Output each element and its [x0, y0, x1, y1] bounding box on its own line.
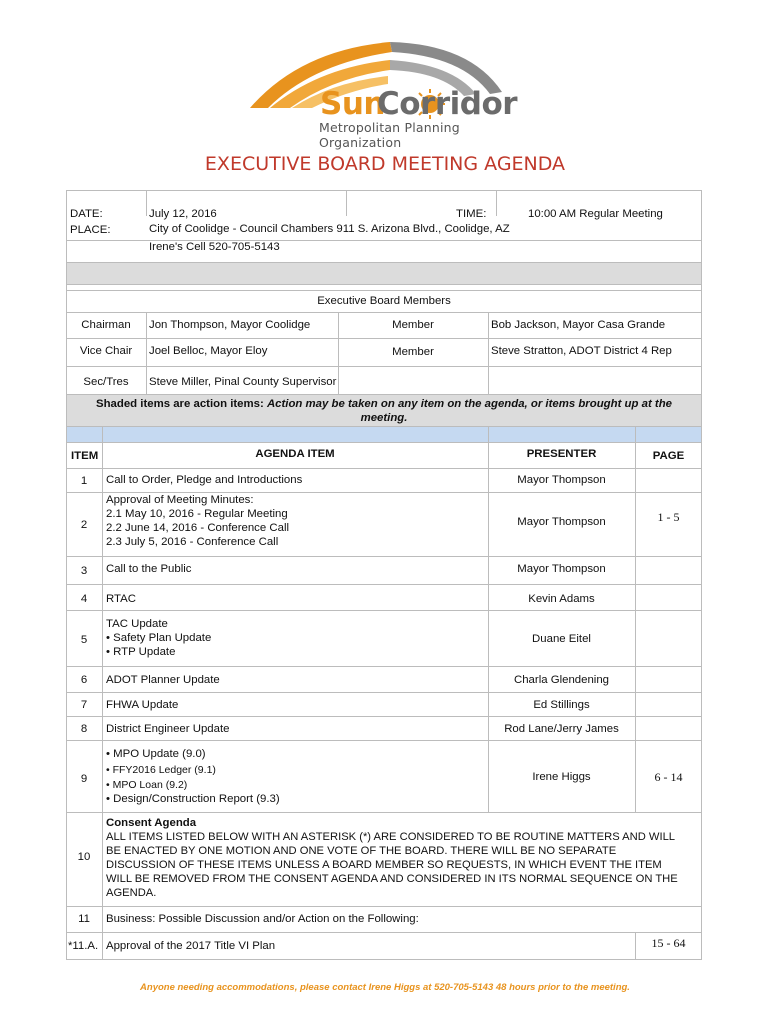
board-role: Sec/Tres: [83, 376, 129, 388]
presenter: Ed Stillings: [533, 699, 590, 711]
place-value: City of Coolidge - Council Chambers 911 S. Arizona Blvd., Coolidge, AZ: [149, 223, 510, 235]
page-range: 6 - 14: [654, 770, 683, 784]
board-role: Chairman: [81, 319, 131, 331]
board-role: Vice Chair: [79, 345, 133, 357]
agenda-item-text: Call to the Public: [106, 563, 192, 575]
agenda-item-text: • RTP Update: [106, 646, 176, 658]
agenda-item-text: ADOT Planner Update: [106, 674, 220, 686]
board-role: Member: [392, 346, 434, 358]
consent-agenda-text: BE ENACTED BY ONE MOTION AND ONE VOTE OF THE BOARD. THERE WILL BE NO SEPARATE: [106, 845, 617, 857]
contact-cell: Irene's Cell 520-705-5143: [149, 241, 280, 253]
item-number: 5: [80, 634, 88, 646]
item-number: 9: [80, 773, 88, 785]
presenter: Rod Lane/Jerry James: [504, 723, 619, 735]
col-header-agenda: AGENDA ITEM: [255, 448, 335, 460]
item-number: 10: [77, 851, 91, 863]
item-number: *11.A.: [68, 940, 99, 952]
agenda-item-text: Business: Possible Discussion and/or Action on the Following:: [106, 913, 419, 925]
item-number: 7: [80, 699, 88, 711]
page-title: EXECUTIVE BOARD MEETING AGENDA: [204, 153, 566, 175]
agenda-item-text: FHWA Update: [106, 699, 179, 711]
item-number: 2: [80, 519, 88, 531]
agenda-table: [66, 190, 702, 960]
notice-bold: Shaded items are action items:: [96, 398, 264, 410]
col-header-page: PAGE: [652, 450, 685, 462]
consent-agenda-text: ALL ITEMS LISTED BELOW WITH AN ASTERISK (*) ARE CONSIDERED TO BE ROUTINE MATTERS AND WILL: [106, 831, 676, 843]
presenter: Mayor Thompson: [517, 563, 606, 575]
agenda-item-text: Approval of Meeting Minutes:: [106, 494, 254, 506]
date-value: July 12, 2016: [149, 208, 217, 220]
agenda-item-text: • FFY2016 Ledger (9.1): [106, 764, 216, 776]
accommodations-footer: Anyone needing accommodations, please contact Irene Higgs at 520-705-5143 48 hours prior to the meeting.: [140, 982, 630, 993]
column-header-band: [66, 426, 702, 442]
agenda-item-text: District Engineer Update: [106, 723, 230, 735]
consent-agenda-text: AGENDA.: [106, 887, 157, 899]
consent-agenda-heading: Consent Agenda: [106, 817, 197, 829]
agenda-item-text: • MPO Update (9.0): [106, 748, 206, 760]
item-number: 1: [80, 475, 88, 487]
agenda-item-text: 2.1 May 10, 2016 - Regular Meeting: [106, 508, 288, 520]
board-member-name: Steve Stratton, ADOT District 4 Rep: [491, 345, 672, 357]
place-label: PLACE:: [70, 224, 111, 236]
agenda-item-text: • MPO Loan (9.2): [106, 779, 188, 791]
board-member-name: Steve Miller, Pinal County Supervisor: [149, 376, 337, 388]
shaded-row: [66, 262, 702, 284]
board-member-name: Jon Thompson, Mayor Coolidge: [149, 319, 311, 331]
agenda-item-text: • Safety Plan Update: [106, 632, 212, 644]
agenda-item-text: Approval of the 2017 Title VI Plan: [106, 940, 276, 952]
agenda-item-text: • Design/Construction Report (9.3): [106, 793, 280, 805]
presenter: Irene Higgs: [532, 771, 591, 783]
board-header: Executive Board Members: [317, 295, 451, 307]
agenda-item-text: 2.3 July 5, 2016 - Conference Call: [106, 536, 279, 548]
presenter: Mayor Thompson: [517, 474, 606, 486]
time-label: TIME:: [456, 208, 487, 220]
consent-agenda-text: DISCUSSION OF THESE ITEMS UNLESS A BOARD MEMBER SO REQUESTS, IN WHICH EVENT THE ITEM: [106, 859, 662, 871]
page-range: 15 - 64: [651, 936, 686, 950]
item-number: 11: [78, 913, 90, 925]
notice-italic-cont: meeting.: [360, 412, 408, 424]
notice-italic: Action may be taken on any item on the agenda, or items brought up at the: [266, 398, 672, 410]
board-member-name: Joel Belloc, Mayor Eloy: [149, 345, 268, 357]
presenter: Mayor Thompson: [517, 516, 606, 528]
action-items-notice: [66, 397, 702, 411]
item-number: 4: [80, 593, 88, 605]
item-number: 8: [80, 723, 88, 735]
col-header-item: ITEM: [71, 450, 99, 462]
consent-agenda-text: WILL BE REMOVED FROM THE CONSENT AGENDA AND CONSIDERED IN ITS NORMAL SEQUENCE ON THE: [106, 873, 678, 885]
col-header-presenter: PRESENTER: [526, 448, 597, 460]
agenda-item-text: RTAC: [106, 593, 136, 605]
logo-subtitle: Metropolitan Planning Organization: [319, 120, 460, 150]
sun-corridor-logo: [240, 30, 540, 150]
time-value: 10:00 AM Regular Meeting: [528, 208, 663, 220]
date-label: DATE:: [70, 208, 103, 220]
page-range: 1 - 5: [657, 510, 680, 524]
board-role: Member: [392, 319, 434, 331]
board-member-name: Bob Jackson, Mayor Casa Grande: [491, 319, 666, 331]
presenter: Duane Eitel: [532, 633, 591, 645]
logo-brand-corridor: Corridor: [377, 86, 518, 122]
agenda-item-text: Call to Order, Pledge and Introductions: [106, 474, 303, 486]
agenda-item-text: TAC Update: [106, 618, 168, 630]
logo-brand-sun: Sun: [320, 86, 385, 122]
item-number: 6: [80, 674, 88, 686]
item-number: 3: [80, 565, 88, 577]
agenda-item-text: 2.2 June 14, 2016 - Conference Call: [106, 522, 290, 534]
presenter: Charla Glendening: [514, 674, 609, 686]
presenter: Kevin Adams: [528, 593, 595, 605]
